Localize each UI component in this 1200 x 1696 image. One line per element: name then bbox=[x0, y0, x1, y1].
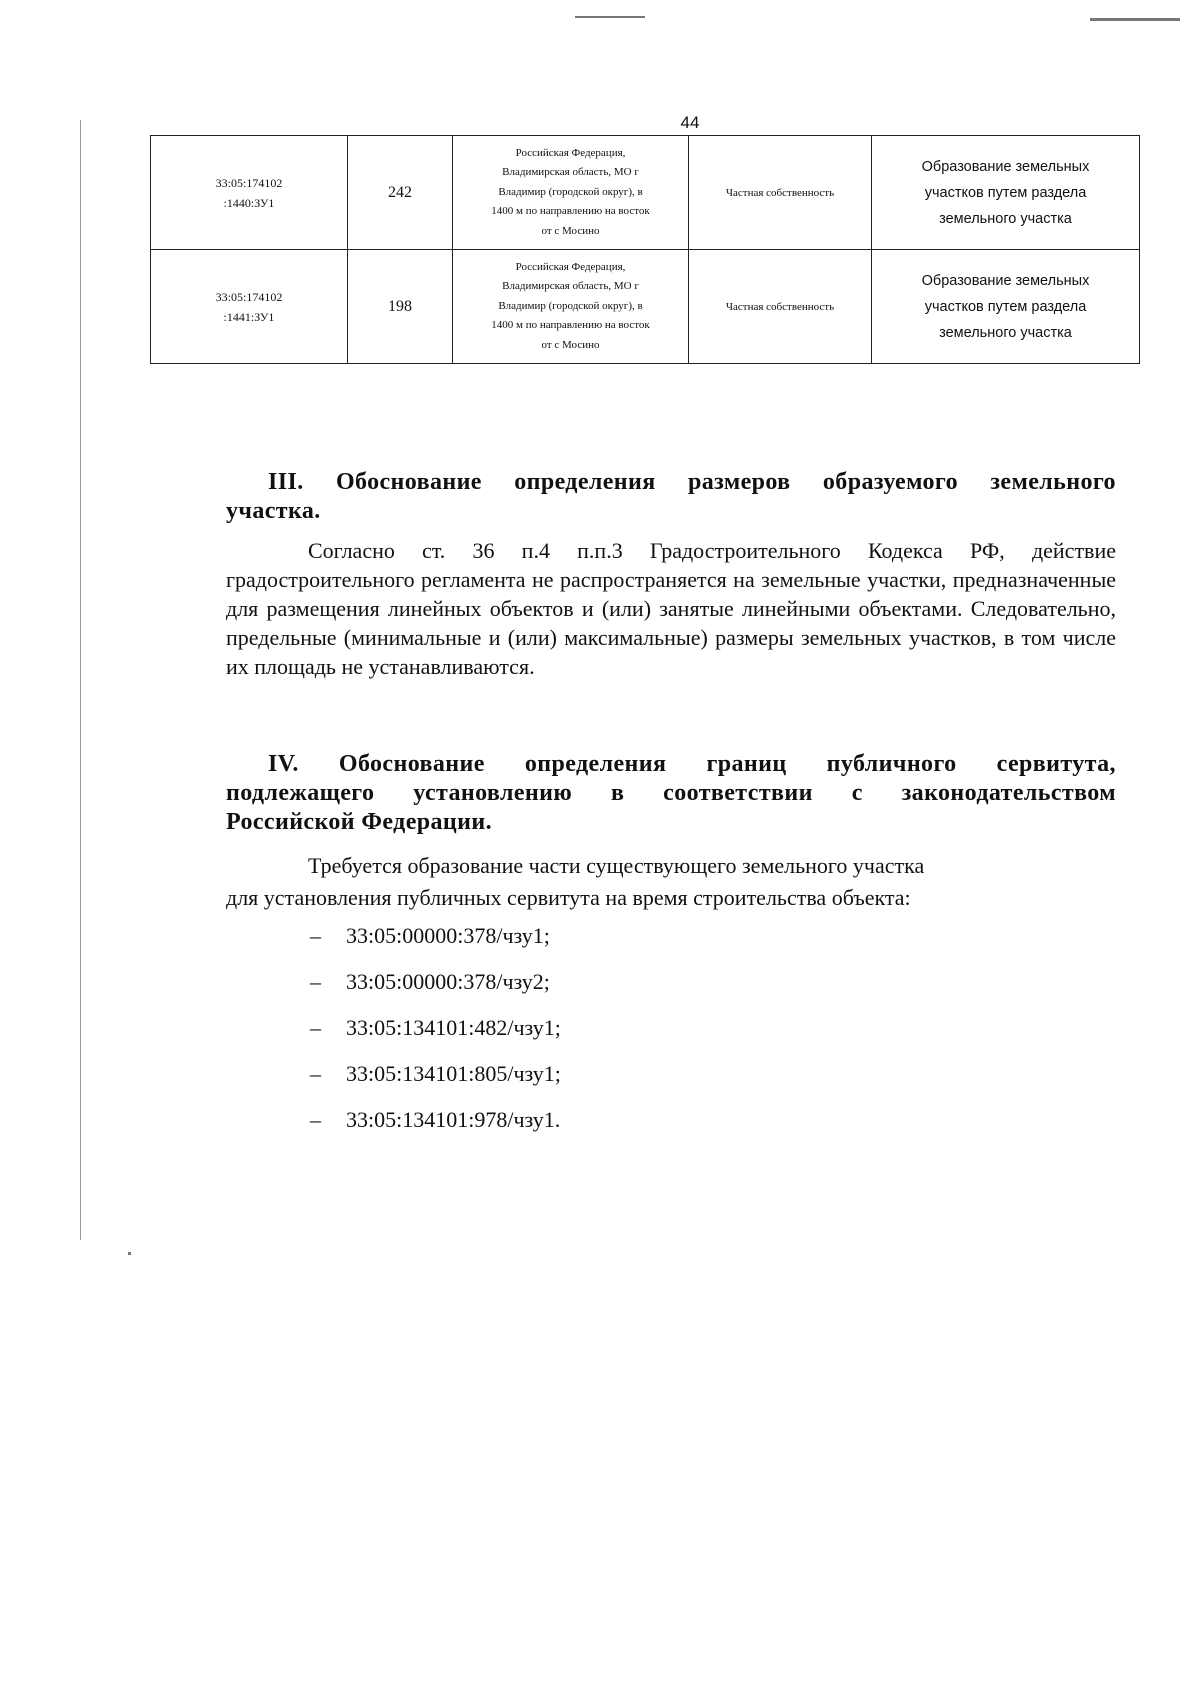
list-item: – 33:05:134101:978/чзу1. bbox=[310, 1107, 561, 1132]
section-3-paragraph: Согласно ст. 36 п.4 п.п.3 Градостроительного Кодекса РФ, действие градостроительного регламента не распространяется на земельные участки, предназначенные для размещения линейных объектов и (или) занятые линейными объектами. Следовательно, предельные (минимальные и (или) максимальные) размеры земельных участков, в том числе их площадь не устанавливаются. bbox=[226, 538, 1116, 679]
section-4-paragraph-line-2: для установления публичных сервитута на время строительства объекта: bbox=[226, 885, 911, 910]
section-4-paragraph bbox=[226, 850, 1076, 914]
section-4-paragraph-line-1: Требуется образование части существующего земельного участка bbox=[308, 853, 925, 878]
parcel-ownership-cell: Частная собственность bbox=[689, 250, 872, 364]
scan-artifact-top bbox=[575, 16, 645, 18]
page-number: 44 bbox=[680, 113, 700, 132]
parcel-ownership-cell: Частная собственность bbox=[689, 136, 872, 250]
parcel-purpose-cell: Образование земельных участков путем раздела земельного участка bbox=[872, 136, 1140, 250]
table-row bbox=[151, 136, 1140, 250]
section-4-title-line-3: Российской Федерации. bbox=[226, 809, 492, 835]
scan-artifact-dot bbox=[128, 1252, 131, 1255]
section-4-heading bbox=[226, 750, 1116, 837]
servitude-parcel-list bbox=[310, 920, 561, 1150]
parcel-id-cell: 33:05:174102 :1441:ЗУ1 bbox=[151, 250, 348, 364]
list-item: – 33:05:00000:378/чзу2; bbox=[310, 969, 550, 994]
section-4-title-line-1: IV. Обоснование определения границ публичного сервитута, bbox=[268, 751, 1116, 777]
section-3-heading bbox=[226, 468, 1116, 526]
parcel-location-cell: Российская Федерация, Владимирская область, МО г Владимир (городской округ), в 1400 м по направлению на восток от с Мосино bbox=[453, 136, 689, 250]
list-item: – 33:05:134101:482/чзу1; bbox=[310, 1015, 561, 1040]
section-3-title-end: участка. bbox=[226, 498, 321, 524]
parcel-location-cell: Российская Федерация, Владимирская область, МО г Владимир (городской округ), в 1400 м по направлению на восток от с Мосино bbox=[453, 250, 689, 364]
section-3-title-line: III. Обоснование определения размеров образуемого земельного bbox=[268, 469, 1116, 495]
parcel-purpose-cell: Образование земельных участков путем раздела земельного участка bbox=[872, 250, 1140, 364]
parcel-area-cell: 198 bbox=[348, 250, 453, 364]
scan-artifact-top-right bbox=[1090, 18, 1180, 21]
section-4-title-line-2: подлежащего установлению в соответствии с законодательством bbox=[226, 780, 1116, 806]
list-item: – 33:05:00000:378/чзу1; bbox=[310, 923, 550, 948]
scan-artifact-left-edge bbox=[80, 120, 81, 1240]
parcel-area-cell: 242 bbox=[348, 136, 453, 250]
list-item: – 33:05:134101:805/чзу1; bbox=[310, 1061, 561, 1086]
parcel-id-cell: 33:05:174102 :1440:ЗУ1 bbox=[151, 136, 348, 250]
table-row bbox=[151, 250, 1140, 364]
parcels-table bbox=[150, 135, 1140, 364]
